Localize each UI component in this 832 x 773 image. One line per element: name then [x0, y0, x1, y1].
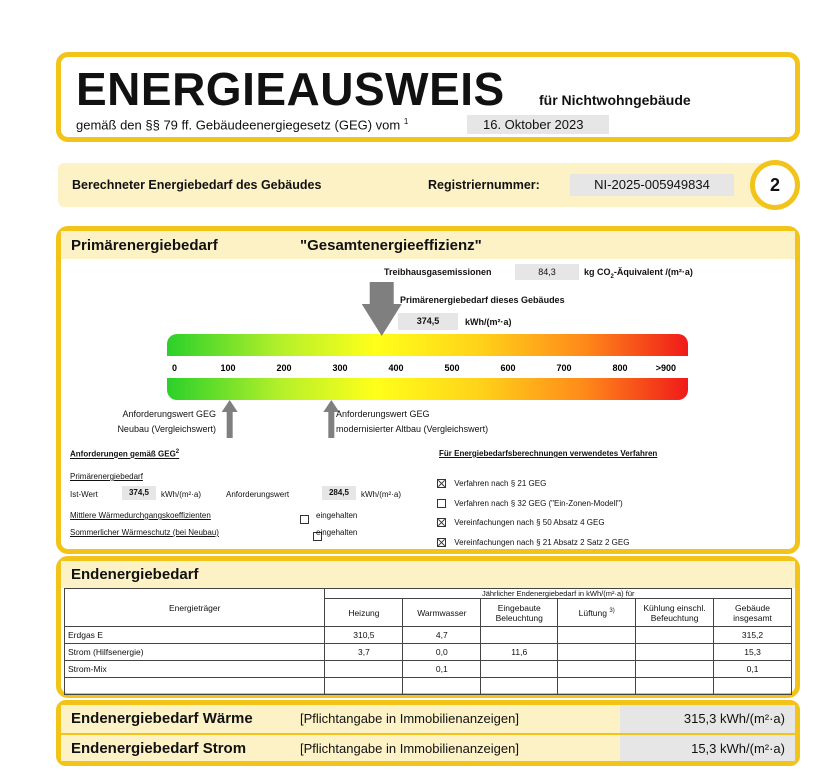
law-text [76, 117, 408, 132]
method-checkbox-21[interactable] [437, 479, 446, 488]
summary-heat-value: 315,3 kWh/(m²·a) [683, 711, 785, 726]
requirements-title [70, 449, 179, 459]
value-cell [325, 678, 403, 695]
summer-protection-label: Sommerlicher Wärmeschutz (bei Neubau) [70, 528, 219, 537]
reference-modernized-line1: Anforderungswert GEG [336, 409, 430, 419]
value-cell [636, 644, 714, 661]
summary-power-note: [Pflichtangabe in Immobilienanzeigen] [300, 741, 519, 756]
end-energy-table [64, 588, 792, 695]
scale-tick-label: 300 [332, 363, 348, 373]
end-energy-title: Endenergiebedarf [71, 566, 199, 583]
carrier-cell [65, 678, 325, 695]
value-cell [481, 678, 558, 695]
ist-value: 374,5 [122, 486, 156, 500]
summary-power-value: 15,3 kWh/(m²·a) [691, 741, 785, 756]
table-row [65, 644, 792, 661]
requirements-title-footnote: 2 [175, 449, 180, 455]
ventilation-footnote: 3) [609, 607, 615, 614]
requirements-title-text: Anforderungen gemäß GEG [70, 449, 176, 459]
issue-date: 16. Oktober 2023 [467, 115, 609, 134]
building-value-arrow [362, 282, 402, 336]
method-label: Vereinfachungen nach § 21 Absatz 2 Satz 2 GEG [454, 537, 630, 547]
method-checkbox-21-2[interactable] [437, 538, 446, 547]
scale-tick-label: 700 [556, 363, 572, 373]
column-header-ventilation [558, 599, 636, 627]
ghg-value: 84,3 [515, 264, 579, 280]
scale-tick-label: 500 [444, 363, 460, 373]
method-label: Vereinfachungen nach § 50 Absatz 4 GEG [454, 518, 605, 527]
registration-number: NI-2025-005949834 [570, 174, 734, 196]
value-cell: 315,2 [714, 627, 792, 644]
reference-new-label [96, 407, 216, 437]
ist-unit: kWh/(m²·a) [161, 490, 201, 499]
table-row [65, 661, 792, 678]
method-checkbox-32[interactable] [437, 499, 446, 508]
value-cell [325, 661, 403, 678]
value-cell [403, 678, 481, 695]
law-footnote: 1 [403, 117, 409, 126]
value-cell [558, 644, 636, 661]
document-title: ENERGIEAUSWEIS [76, 63, 505, 115]
ghg-label: Treibhausgasemissionen [384, 267, 492, 277]
scale-tick-label: 800 [612, 363, 628, 373]
document-subtitle: für Nichtwohngebäude [539, 92, 691, 108]
column-header-lighting: Eingebaute Beleuchtung [481, 599, 558, 627]
u-value-label: Mittlere Wärmedurchgangskoeffizienten [70, 511, 211, 520]
value-cell: 310,5 [325, 627, 403, 644]
scale-tick-label: 100 [220, 363, 236, 373]
page-number-badge [750, 160, 800, 210]
reference-new-line2: Neubau (Vergleichswert) [117, 424, 216, 434]
ghg-unit-rest: -Äquivalent /(m²·a) [613, 267, 693, 277]
demand-value: 374,5 [398, 313, 458, 330]
reference-new-line1: Anforderungswert GEG [122, 409, 216, 419]
methods-list [437, 474, 629, 552]
value-cell [558, 678, 636, 695]
value-cell [481, 661, 558, 678]
demand-label: Primärenergiebedarf dieses Gebäudes [400, 295, 565, 305]
requirement-label: Anforderungswert [226, 490, 290, 499]
u-value-status: eingehalten [316, 511, 358, 520]
requirement-unit: kWh/(m²·a) [361, 490, 401, 499]
value-cell [558, 627, 636, 644]
requirements-pe-label: Primärenergiebedarf [70, 472, 143, 481]
ventilation-label: Lüftung [578, 607, 607, 618]
method-item [437, 533, 629, 553]
method-label: Verfahren nach § 32 GEG ("Ein-Zonen-Modell") [454, 498, 623, 508]
scale-tick-label: >900 [655, 363, 676, 373]
carrier-cell: Strom (Hilfsenergie) [65, 644, 325, 661]
column-header-heating: Heizung [325, 599, 403, 627]
method-checkbox-50[interactable] [437, 518, 446, 527]
method-item [437, 474, 629, 494]
reference-new-arrow [222, 400, 238, 438]
value-cell: 0,1 [403, 661, 481, 678]
summary-heat-note: [Pflichtangabe in Immobilienanzeigen] [300, 711, 519, 726]
scale-tick-label: 0 [172, 363, 178, 373]
law-reference: gemäß den §§ 79 ff. Gebäudeenergiegesetz (GEG) vom [76, 117, 401, 133]
carrier-cell: Erdgas E [65, 627, 325, 644]
column-header-hot-water: Warmwasser [403, 599, 481, 627]
primary-energy-subtitle: "Gesamtenergieeffizienz" [300, 237, 482, 254]
table-row [65, 678, 792, 695]
column-header-total: Gebäude insgesamt [714, 599, 792, 627]
value-cell: 11,6 [481, 644, 558, 661]
value-cell [636, 661, 714, 678]
method-item [437, 494, 629, 514]
summary-power-label: Endenergiebedarf Strom [71, 740, 247, 757]
reference-modernized-line2: modernisierter Altbau (Vergleichswert) [336, 424, 489, 434]
value-cell [714, 678, 792, 695]
value-cell: 3,7 [325, 644, 403, 661]
info-bar-label: Berechneter Energiebedarf des Gebäudes [72, 178, 322, 192]
table-header-group [65, 589, 792, 599]
table-row [65, 627, 792, 644]
summer-protection-status: eingehalten [316, 528, 358, 537]
column-group-header: Jährlicher Endenergiebedarf in kWh/(m²·a) für [325, 589, 792, 599]
summary-heat-label: Endenergiebedarf Wärme [71, 710, 253, 727]
value-cell: 4,7 [403, 627, 481, 644]
demand-unit: kWh/(m²·a) [465, 317, 512, 327]
registration-label: Registriernummer: [428, 178, 540, 192]
primary-energy-title: Primärenergiebedarf [71, 237, 218, 254]
value-cell: 15,3 [714, 644, 792, 661]
ghg-unit-main: kg CO [584, 267, 611, 277]
value-cell [558, 661, 636, 678]
value-cell [636, 627, 714, 644]
value-cell: 0,1 [714, 661, 792, 678]
value-cell [636, 678, 714, 695]
value-cell [481, 627, 558, 644]
reference-modernized-label [336, 407, 488, 437]
scale-tick-label: 400 [388, 363, 404, 373]
method-item [437, 513, 629, 533]
methods-title: Für Energiebedarfsberechnungen verwendetes Verfahren [439, 449, 658, 458]
column-header-cooling: Kühlung einschl. Befeuchtung [636, 599, 714, 627]
scale-label-band [167, 356, 688, 378]
u-value-checkbox[interactable] [300, 515, 309, 524]
requirement-value: 284,5 [322, 486, 356, 500]
method-label: Verfahren nach § 21 GEG [454, 479, 547, 488]
ist-label: Ist-Wert [70, 490, 98, 499]
value-cell: 0,0 [403, 644, 481, 661]
page-number: 2 [769, 175, 780, 195]
column-header-carrier: Energieträger [65, 589, 325, 627]
scale-tick-label: 200 [276, 363, 292, 373]
ghg-unit-subscript: 2 [610, 273, 614, 280]
scale-tick-label: 600 [500, 363, 516, 373]
carrier-cell: Strom-Mix [65, 661, 325, 678]
